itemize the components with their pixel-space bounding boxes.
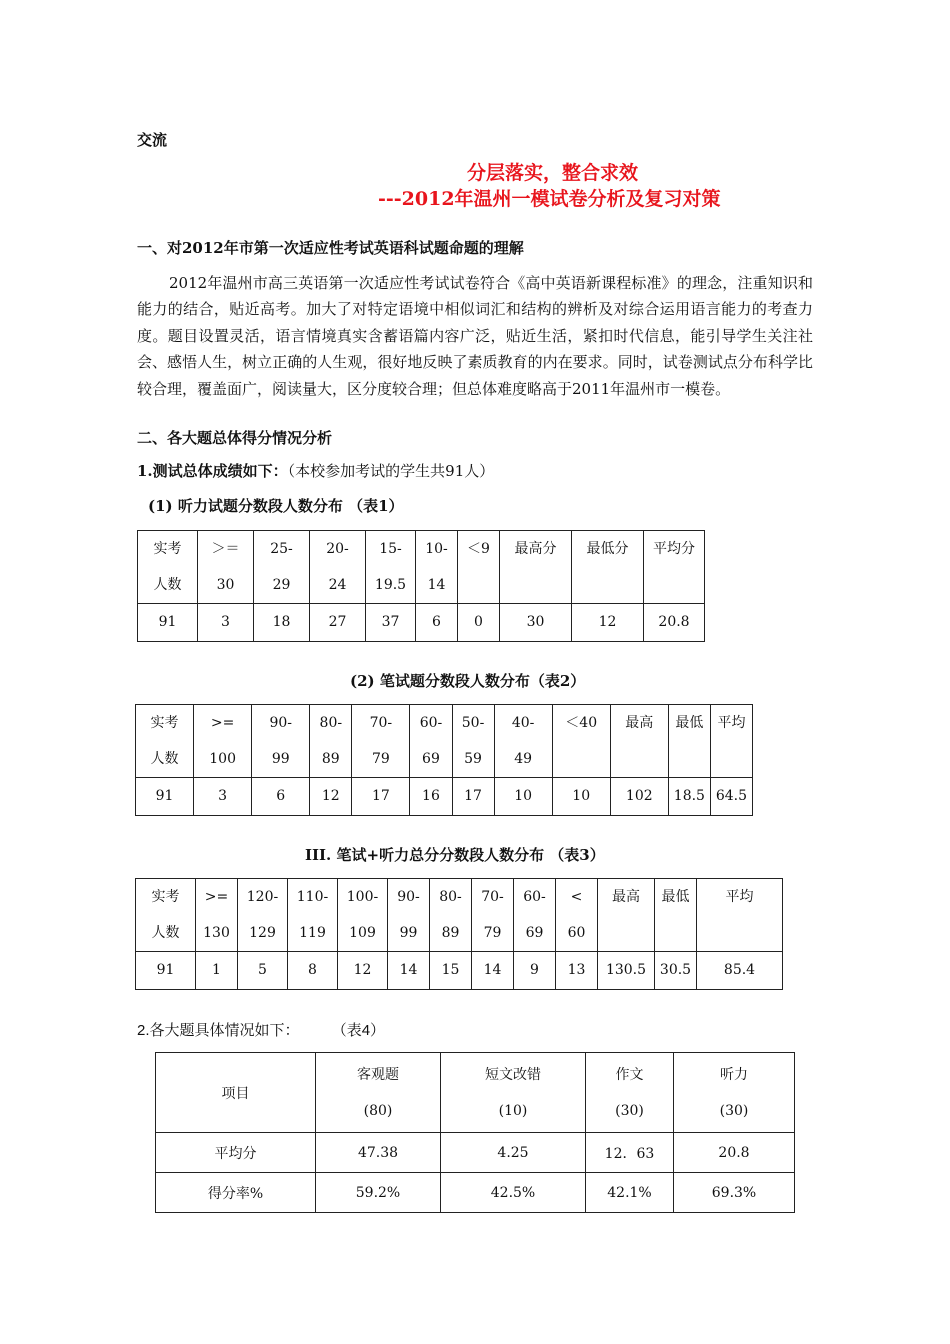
table4-column-header: 短文改错 (10): [441, 1053, 586, 1133]
table2-header-cell: >= 100: [194, 705, 252, 778]
sub2-note: （表4）: [331, 1022, 386, 1039]
table-cell: 16: [410, 778, 452, 816]
table4-column-header: 听力 (30): [674, 1053, 795, 1133]
table-cell: 59.2%: [316, 1173, 441, 1213]
table3-data-row: [136, 952, 783, 990]
table-cell: 4.25: [441, 1133, 586, 1173]
table-cell: 14: [388, 952, 430, 990]
table1-header-cell: 最高分: [500, 531, 572, 604]
table-cell: 42.5%: [441, 1173, 586, 1213]
table4-row-average: [156, 1133, 795, 1173]
table1-header-cell: 平均分: [644, 531, 705, 604]
table-cell: 20.8: [674, 1133, 795, 1173]
table3-header-cell: 70- 79: [472, 879, 514, 952]
table-cell: 37: [366, 604, 416, 642]
table1-header-cell: 25- 29: [254, 531, 310, 604]
table-cell: 20.8: [644, 604, 705, 642]
table2-header-cell: 60- 69: [410, 705, 452, 778]
table-cell: 91: [136, 952, 196, 990]
sub2-line: [137, 1019, 385, 1040]
table3-header-cell: 60- 69: [514, 879, 556, 952]
table4-column-header: 作文 (30): [586, 1053, 674, 1133]
table4-head-label: 项目: [156, 1053, 316, 1133]
table1-header-cell: 20- 24: [310, 531, 366, 604]
table2-header-cell: 最低: [668, 705, 710, 778]
table-cell: 30.5: [655, 952, 697, 990]
table2-caption: (2) 笔试题分数段人数分布（表2）: [350, 672, 586, 690]
sub1-line: [137, 460, 494, 481]
table4-row-rate: [156, 1173, 795, 1213]
table3-header-cell: 最高: [598, 879, 655, 952]
table3-header-cell: 80- 89: [430, 879, 472, 952]
table3-header-cell: 实考 人数: [136, 879, 196, 952]
table-cell: 91: [136, 778, 194, 816]
table-cell: 64.5: [710, 778, 752, 816]
table1-data-row: [138, 604, 705, 642]
table-cell: 12: [572, 604, 644, 642]
table-cell: 13: [556, 952, 598, 990]
table-cell: 102: [610, 778, 668, 816]
sub1-label: 1.测试总体成绩如下：: [137, 462, 288, 480]
section2-heading: 二、各大题总体得分情况分析: [137, 429, 333, 447]
table2-header-cell: 最高: [610, 705, 668, 778]
table1-header-row: [138, 531, 705, 604]
table2: [135, 704, 753, 816]
table-cell: 91: [138, 604, 198, 642]
table3-header-cell: 110- 119: [288, 879, 338, 952]
table-cell: 0: [458, 604, 500, 642]
table2-data-row: [136, 778, 753, 816]
table2-header-cell: 50- 59: [452, 705, 494, 778]
section1-heading: 一、对2012年市第一次适应性考试英语科试题命题的理解: [137, 239, 524, 257]
table3-header-cell: 平均: [697, 879, 783, 952]
table-cell: 42.1%: [586, 1173, 674, 1213]
table-cell: 3: [198, 604, 254, 642]
table1-header-cell: ＜9: [458, 531, 500, 604]
table2-header-cell: 70- 79: [352, 705, 410, 778]
table1: [137, 530, 705, 642]
section1-paragraph: 2012年温州市高三英语第一次适应性考试试卷符合《高中英语新课程标准》的理念，注重知识和能力的结合，贴近高考。加大了对特定语境中相似词汇和结构的辨析及对综合运用语言能力的考查力度。题目设置灵活，语言情境真实含蓄语篇内容广泛，贴近生活，紧扣时代信息，能引导学生关注社会、感悟人生，树立正确的人生观，很好地反映了素质教育的内在要求。同时，试卷测试点分布科学比较合理，覆盖面广，阅读量大，区分度较合理；但总体难度略高于2011年温州市一模卷。: [137, 274, 813, 398]
table-cell: 8: [288, 952, 338, 990]
table1-header-cell: 10- 14: [416, 531, 458, 604]
table4-column-header: 客观题 (80): [316, 1053, 441, 1133]
table-cell: 12: [338, 952, 388, 990]
table-cell: 27: [310, 604, 366, 642]
table2-header-cell: ＜40: [552, 705, 610, 778]
table-cell: 30: [500, 604, 572, 642]
table-cell: 12: [310, 778, 352, 816]
table-cell: 18.5: [668, 778, 710, 816]
table-cell: 15: [430, 952, 472, 990]
table3-header-cell: 100- 109: [338, 879, 388, 952]
table-cell: 12．63: [586, 1133, 674, 1173]
doc-title: 分层落实，整合求效: [467, 162, 639, 184]
table-cell: 6: [252, 778, 310, 816]
table3-header-cell: 最低: [655, 879, 697, 952]
table2-header-cell: 平均: [710, 705, 752, 778]
table4-row-label: 得分率%: [156, 1173, 316, 1213]
table-cell: 130.5: [598, 952, 655, 990]
table-cell: 17: [452, 778, 494, 816]
table4-row-label: 平均分: [156, 1133, 316, 1173]
table3-header-cell: < 60: [556, 879, 598, 952]
table1-header-cell: 15- 19.5: [366, 531, 416, 604]
doc-tag: 交流: [137, 131, 168, 149]
table-cell: 47.38: [316, 1133, 441, 1173]
sub2-label: 2.各大题具体情况如下：: [137, 1022, 300, 1039]
table-cell: 18: [254, 604, 310, 642]
table3-header-row: [136, 879, 783, 952]
table2-header-row: [136, 705, 753, 778]
table-cell: 69.3%: [674, 1173, 795, 1213]
table-cell: 3: [194, 778, 252, 816]
table3-caption: III. 笔试+听力总分分数段人数分布 （表3）: [305, 846, 605, 864]
table4-header-row: [156, 1053, 795, 1133]
table4: [155, 1052, 795, 1213]
table-cell: 85.4: [697, 952, 783, 990]
table2-header-cell: 80- 89: [310, 705, 352, 778]
table-cell: 9: [514, 952, 556, 990]
table-cell: 5: [238, 952, 288, 990]
table3-header-cell: 90- 99: [388, 879, 430, 952]
table-cell: 6: [416, 604, 458, 642]
table-cell: 10: [494, 778, 552, 816]
table1-header-cell: ＞＝ 30: [198, 531, 254, 604]
table3: [135, 878, 783, 990]
table2-header-cell: 实考 人数: [136, 705, 194, 778]
table2-header-cell: 90- 99: [252, 705, 310, 778]
table3-header-cell: >= 130: [196, 879, 238, 952]
sub1-note: （本校参加考试的学生共91人）: [287, 462, 495, 480]
table2-header-cell: 40- 49: [494, 705, 552, 778]
doc-subtitle: ---2012年温州一模试卷分析及复习对策: [378, 188, 721, 210]
table1-header-cell: 最低分: [572, 531, 644, 604]
table1-caption: (1) 听力试题分数段人数分布 （表1）: [148, 497, 404, 515]
table-cell: 10: [552, 778, 610, 816]
table3-header-cell: 120- 129: [238, 879, 288, 952]
table-cell: 17: [352, 778, 410, 816]
table-cell: 1: [196, 952, 238, 990]
table1-header-cell: 实考 人数: [138, 531, 198, 604]
table-cell: 14: [472, 952, 514, 990]
